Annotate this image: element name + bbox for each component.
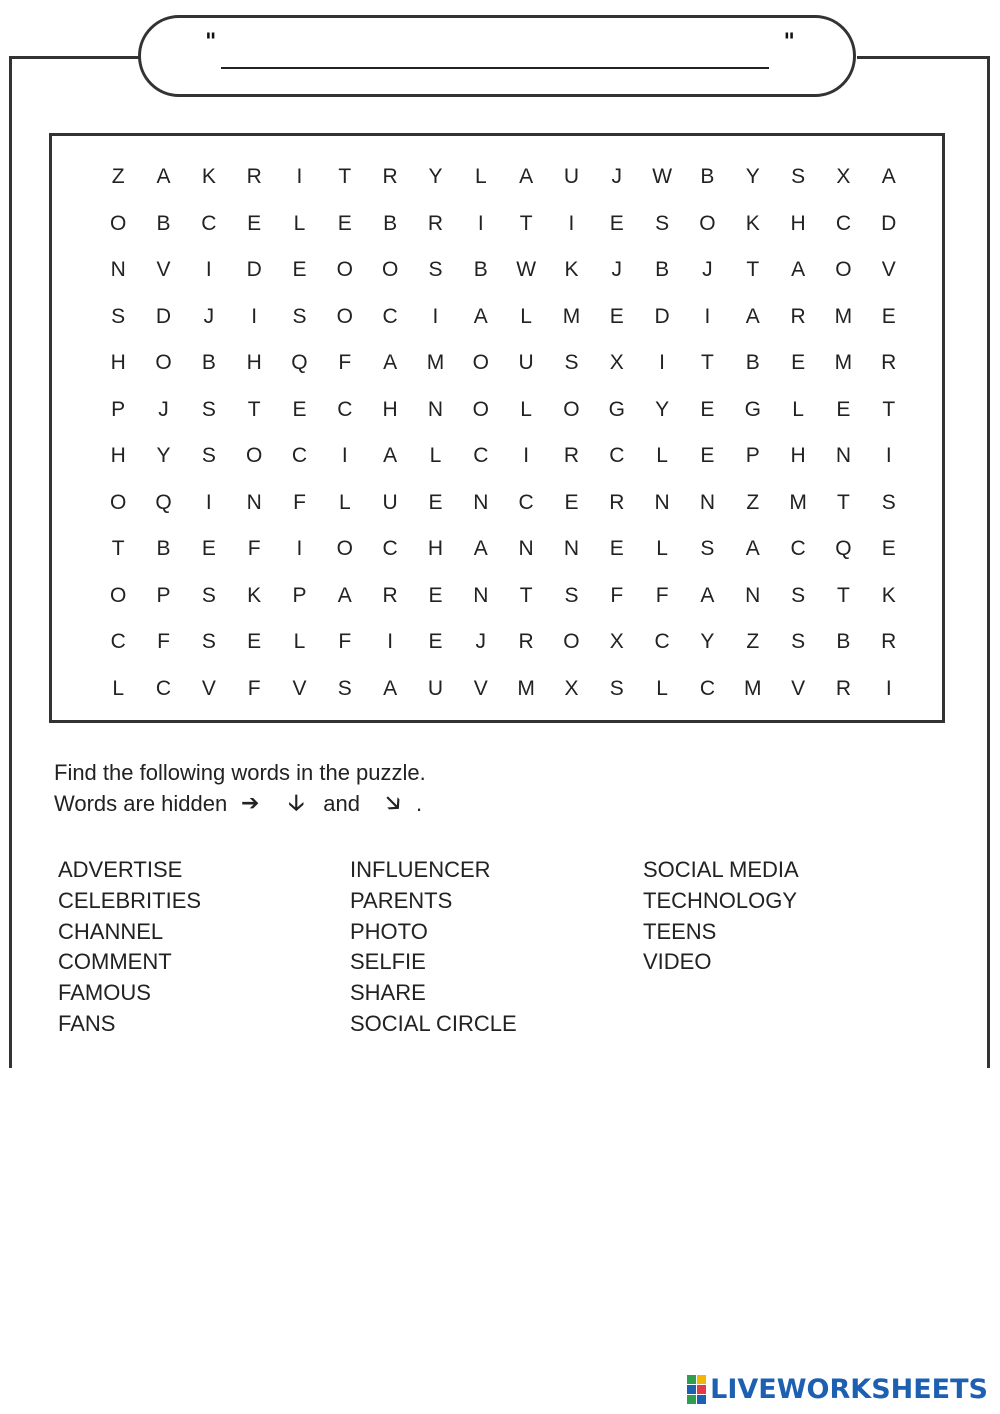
grid-letter[interactable]: O — [109, 490, 128, 514]
instructions-period: . — [415, 791, 423, 816]
grid-letter[interactable]: N — [563, 537, 581, 561]
word-list-column-3 — [643, 855, 799, 978]
grid-letter[interactable]: L — [112, 676, 125, 700]
grid-letter[interactable]: L — [293, 211, 307, 235]
grid-letter[interactable]: L — [338, 490, 352, 514]
grid-letter[interactable]: B — [655, 258, 671, 282]
word-list-item: SHARE — [350, 980, 426, 1006]
grid-letter[interactable]: O — [109, 211, 128, 235]
grid-letter[interactable]: V — [791, 676, 807, 700]
grid-letter[interactable]: J — [475, 630, 488, 654]
grid-letter[interactable]: S — [564, 583, 580, 607]
grid-letter[interactable]: C — [699, 676, 717, 700]
grid-letter[interactable]: W — [652, 165, 674, 189]
grid-letter[interactable]: R — [563, 444, 581, 468]
grid-letter[interactable]: S — [564, 351, 580, 375]
grid-letter[interactable]: K — [745, 211, 761, 235]
grid-letter[interactable]: B — [383, 211, 399, 235]
grid-letter[interactable]: S — [201, 583, 217, 607]
grid-letter[interactable]: O — [336, 304, 354, 328]
grid-letter[interactable]: X — [609, 630, 625, 654]
grid-letter[interactable]: L — [293, 630, 307, 654]
grid-letter[interactable]: O — [336, 537, 354, 561]
liveworksheets-logo-text: LIVEWORKSHEETS — [710, 1373, 988, 1405]
grid-letter[interactable]: N — [654, 490, 671, 514]
grid-letter[interactable]: N — [427, 397, 445, 421]
word-list-item: CELEBRITIES — [58, 887, 202, 913]
logo-square — [687, 1375, 696, 1384]
grid-letter[interactable]: U — [563, 165, 581, 189]
grid-letter[interactable]: J — [611, 165, 624, 189]
grid-letter[interactable]: C — [790, 537, 807, 561]
grid-letter[interactable]: Q — [835, 537, 853, 561]
grid-letter[interactable]: A — [700, 583, 716, 607]
grid-letter[interactable]: D — [881, 211, 898, 235]
grid-letter[interactable]: R — [382, 165, 399, 189]
grid-letter[interactable]: Q — [291, 351, 309, 375]
grid-letter[interactable]: E — [247, 211, 263, 235]
grid-letter[interactable]: X — [836, 165, 852, 189]
grid-letter[interactable]: S — [201, 630, 217, 654]
grid-letter[interactable]: T — [701, 351, 715, 375]
grid-letter[interactable]: P — [111, 397, 127, 421]
grid-letter[interactable]: B — [156, 537, 172, 561]
grid-letter[interactable]: O — [109, 583, 128, 607]
grid-letter[interactable]: X — [609, 351, 625, 375]
grid-letter[interactable]: E — [201, 537, 217, 561]
grid-letter[interactable]: E — [881, 304, 897, 328]
grid-letter[interactable]: S — [791, 583, 807, 607]
grid-letter[interactable]: E — [700, 397, 716, 421]
grid-letter[interactable]: S — [201, 444, 217, 468]
grid-letter[interactable]: B — [745, 351, 761, 375]
grid-letter[interactable]: L — [520, 304, 533, 328]
grid-row — [96, 526, 912, 573]
grid-letter[interactable]: A — [745, 537, 761, 561]
grid-letter[interactable]: S — [791, 630, 807, 654]
grid-letter[interactable]: S — [337, 676, 353, 700]
grid-letter[interactable]: O — [472, 351, 490, 375]
grid-letter[interactable]: E — [609, 537, 625, 561]
grid-letter[interactable]: R — [246, 165, 263, 189]
grid-row — [96, 387, 912, 434]
grid-letter[interactable]: H — [427, 537, 445, 561]
grid-row — [96, 294, 912, 341]
grid-row — [96, 340, 912, 387]
grid-letter[interactable]: V — [881, 258, 897, 282]
grid-letter[interactable]: R — [835, 676, 852, 700]
grid-letter[interactable]: K — [201, 165, 217, 189]
grid-letter[interactable]: B — [473, 258, 489, 282]
instructions-and: and — [323, 791, 360, 816]
word-list-item: PARENTS — [350, 887, 453, 913]
grid-letter[interactable]: C — [609, 444, 626, 468]
grid-letter[interactable]: I — [704, 304, 712, 328]
word-list-item: CHANNEL — [58, 918, 164, 944]
grid-letter[interactable]: L — [520, 397, 533, 421]
logo-square — [697, 1375, 706, 1384]
grid-letter[interactable]: I — [432, 304, 440, 328]
grid-letter[interactable]: D — [654, 304, 671, 328]
grid-letter[interactable]: V — [473, 676, 489, 700]
grid-letter[interactable]: A — [791, 258, 807, 282]
grid-letter[interactable]: M — [789, 490, 808, 514]
title-blank[interactable] — [205, 30, 795, 70]
grid-letter[interactable]: V — [156, 258, 172, 282]
grid-letter[interactable]: C — [201, 211, 218, 235]
grid-letter[interactable]: I — [341, 444, 349, 468]
grid-letter[interactable]: B — [156, 211, 172, 235]
grid-letter[interactable]: N — [110, 258, 127, 282]
grid-letter[interactable]: E — [881, 537, 897, 561]
grid-letter[interactable]: L — [656, 444, 669, 468]
arrow-diagonal-icon: 🡦 — [385, 791, 401, 816]
grid-letter[interactable]: R — [427, 211, 445, 235]
grid-letter[interactable]: H — [790, 444, 807, 468]
grid-letter[interactable]: J — [702, 258, 714, 282]
grid-letter[interactable]: A — [473, 537, 489, 561]
grid-letter[interactable]: H — [790, 211, 807, 235]
grid-letter[interactable]: P — [745, 444, 761, 468]
grid-letter[interactable]: S — [201, 397, 217, 421]
word-search-grid[interactable] — [96, 154, 912, 712]
grid-letter[interactable]: T — [837, 490, 851, 514]
grid-letter[interactable]: E — [609, 304, 625, 328]
grid-letter[interactable]: Y — [700, 630, 716, 654]
arrow-right-icon: ➔ — [241, 791, 260, 816]
grid-letter[interactable]: C — [382, 304, 399, 328]
liveworksheets-logo-icon — [687, 1375, 706, 1404]
grid-letter[interactable]: C — [654, 630, 671, 654]
grid-letter[interactable]: Y — [655, 397, 671, 421]
grid-letter[interactable]: M — [744, 676, 763, 700]
grid-letter[interactable]: E — [609, 211, 625, 235]
instructions-line-1: Find the following words in the puzzle. — [54, 760, 426, 785]
grid-row — [96, 247, 912, 294]
word-list-item: INFLUENCER — [350, 857, 491, 882]
grid-letter[interactable]: A — [519, 165, 535, 189]
grid-letter[interactable]: T — [338, 165, 353, 189]
grid-letter[interactable]: O — [563, 630, 581, 654]
grid-letter[interactable]: Y — [745, 165, 761, 189]
grid-letter[interactable]: A — [745, 304, 761, 328]
word-list-item: SOCIAL CIRCLE — [350, 1010, 517, 1036]
grid-letter[interactable]: E — [292, 397, 308, 421]
grid-letter[interactable]: T — [837, 583, 851, 607]
grid-letter[interactable]: A — [383, 444, 399, 468]
logo-square — [697, 1395, 706, 1404]
grid-letter[interactable]: S — [111, 304, 127, 328]
grid-letter[interactable]: Y — [156, 444, 172, 468]
grid-letter[interactable]: N — [473, 490, 490, 514]
grid-letter[interactable]: S — [655, 211, 671, 235]
grid-letter[interactable]: S — [881, 490, 897, 514]
grid-letter[interactable]: I — [296, 165, 304, 189]
grid-letter[interactable]: T — [247, 397, 262, 421]
logo-square — [687, 1395, 696, 1404]
sheet-frame-right — [987, 56, 990, 1068]
grid-letter[interactable]: C — [291, 444, 309, 468]
grid-letter[interactable]: O — [155, 351, 173, 375]
grid-letter[interactable]: F — [338, 630, 353, 654]
grid-letter[interactable]: E — [428, 490, 444, 514]
grid-letter[interactable]: R — [881, 351, 898, 375]
grid-letter[interactable]: W — [516, 258, 538, 282]
grid-letter[interactable]: E — [700, 444, 716, 468]
grid-letter[interactable]: E — [791, 351, 807, 375]
grid-letter[interactable]: S — [791, 165, 807, 189]
grid-letter[interactable]: L — [656, 537, 669, 561]
grid-letter[interactable]: R — [881, 630, 898, 654]
grid-letter[interactable]: Y — [428, 165, 444, 189]
grid-letter[interactable]: C — [382, 537, 399, 561]
grid-letter[interactable]: F — [655, 583, 670, 607]
grid-row — [96, 619, 912, 666]
grid-letter[interactable]: K — [247, 583, 263, 607]
grid-row — [96, 154, 912, 201]
grid-letter[interactable]: T — [882, 397, 897, 421]
grid-letter[interactable]: C — [337, 397, 354, 421]
grid-letter[interactable]: E — [428, 630, 444, 654]
grid-letter[interactable]: L — [792, 397, 805, 421]
grid-letter[interactable]: Z — [746, 630, 761, 654]
grid-letter[interactable]: E — [337, 211, 353, 235]
grid-letter[interactable]: T — [111, 537, 126, 561]
grid-letter[interactable]: A — [383, 676, 399, 700]
grid-letter[interactable]: X — [564, 676, 580, 700]
grid-letter[interactable]: E — [564, 490, 580, 514]
grid-letter[interactable]: V — [201, 676, 217, 700]
grid-letter[interactable]: B — [201, 351, 217, 375]
grid-letter[interactable]: C — [518, 490, 535, 514]
word-list-item: COMMENT — [58, 949, 172, 975]
instructions-line-2 — [54, 788, 426, 819]
instructions-hidden-prefix: Words are hidden — [54, 791, 228, 816]
grid-letter[interactable]: G — [744, 397, 762, 421]
grid-letter[interactable]: N — [745, 583, 762, 607]
grid-letter[interactable]: U — [518, 351, 535, 375]
grid-letter[interactable]: O — [381, 258, 400, 282]
grid-letter[interactable]: K — [564, 258, 580, 282]
word-list-item: SOCIAL MEDIA — [643, 857, 799, 882]
grid-letter[interactable]: U — [427, 676, 445, 700]
grid-letter[interactable]: M — [834, 304, 854, 328]
grid-letter[interactable]: J — [203, 304, 216, 328]
grid-letter[interactable]: A — [881, 165, 897, 189]
grid-letter[interactable]: M — [562, 304, 582, 328]
grid-row — [96, 201, 912, 248]
grid-letter[interactable]: J — [611, 258, 624, 282]
grid-letter[interactable]: C — [110, 630, 127, 654]
grid-letter[interactable]: U — [382, 490, 399, 514]
grid-letter[interactable]: I — [205, 258, 213, 282]
word-list-column-1 — [58, 855, 201, 1040]
grid-letter[interactable]: E — [247, 630, 263, 654]
grid-letter[interactable]: E — [836, 397, 852, 421]
grid-letter[interactable]: F — [247, 676, 262, 700]
grid-letter[interactable]: I — [523, 444, 531, 468]
grid-letter[interactable]: R — [790, 304, 807, 328]
grid-letter[interactable]: L — [429, 444, 443, 468]
grid-letter[interactable]: P — [156, 583, 172, 607]
grid-letter[interactable]: H — [246, 351, 263, 375]
grid-letter[interactable]: S — [292, 304, 308, 328]
grid-letter[interactable]: O — [835, 258, 853, 282]
grid-letter[interactable]: H — [110, 444, 127, 468]
grid-letter[interactable]: O — [472, 397, 490, 421]
grid-letter[interactable]: Q — [155, 490, 173, 514]
grid-row — [96, 480, 912, 527]
grid-letter[interactable]: N — [518, 537, 535, 561]
grid-letter[interactable]: S — [700, 537, 716, 561]
grid-letter[interactable]: J — [158, 397, 170, 421]
grid-letter[interactable]: N — [699, 490, 717, 514]
word-list-column-2 — [350, 855, 517, 1040]
grid-letter[interactable]: I — [568, 211, 576, 235]
grid-letter[interactable]: T — [746, 258, 761, 282]
grid-letter[interactable]: B — [700, 165, 716, 189]
grid-letter[interactable]: I — [885, 676, 893, 700]
sheet-frame-top-right — [857, 56, 990, 59]
grid-letter[interactable]: C — [473, 444, 490, 468]
grid-letter[interactable]: F — [157, 630, 171, 654]
grid-letter[interactable]: A — [383, 351, 399, 375]
grid-letter[interactable]: D — [155, 304, 173, 328]
grid-letter[interactable]: F — [293, 490, 307, 514]
arrow-down-icon: 🡣 — [288, 791, 305, 816]
word-list-item: PHOTO — [350, 918, 428, 944]
word-list-item: FANS — [58, 1010, 116, 1036]
grid-letter[interactable]: A — [337, 583, 353, 607]
grid-letter[interactable]: R — [518, 630, 535, 654]
grid-letter[interactable]: I — [251, 304, 259, 328]
grid-letter[interactable]: A — [473, 304, 489, 328]
grid-letter[interactable]: L — [656, 676, 669, 700]
grid-letter[interactable]: T — [519, 583, 534, 607]
liveworksheets-logo — [687, 1372, 988, 1406]
grid-letter[interactable]: A — [156, 165, 172, 189]
grid-letter[interactable]: N — [835, 444, 852, 468]
word-list-item: ADVERTISE — [58, 857, 183, 882]
grid-letter[interactable]: I — [659, 351, 667, 375]
word-list-item: SELFIE — [350, 949, 426, 975]
grid-letter[interactable]: M — [517, 676, 536, 700]
grid-letter[interactable]: E — [428, 583, 444, 607]
grid-row — [96, 433, 912, 480]
title-blank-line[interactable] — [221, 67, 769, 69]
grid-letter[interactable]: L — [474, 165, 488, 189]
grid-letter[interactable]: D — [246, 258, 263, 282]
grid-letter[interactable]: O — [563, 397, 581, 421]
grid-letter[interactable]: E — [292, 258, 308, 282]
word-list-item: TEENS — [643, 918, 717, 944]
word-list-item: FAMOUS — [58, 980, 151, 1006]
grid-letter[interactable]: R — [609, 490, 626, 514]
grid-letter[interactable]: K — [881, 583, 897, 607]
grid-letter[interactable]: Z — [746, 490, 761, 514]
title-quote-close: " — [783, 30, 795, 55]
grid-letter[interactable]: B — [836, 630, 852, 654]
grid-letter[interactable]: I — [387, 630, 395, 654]
grid-letter[interactable]: S — [609, 676, 625, 700]
grid-letter[interactable]: F — [247, 537, 262, 561]
grid-letter[interactable]: F — [338, 351, 353, 375]
word-list-item: TECHNOLOGY — [643, 887, 798, 913]
grid-letter[interactable]: I — [205, 490, 213, 514]
title-quote-open: " — [205, 30, 217, 55]
grid-letter[interactable]: H — [110, 351, 127, 375]
grid-letter[interactable]: H — [382, 397, 399, 421]
instructions — [54, 757, 426, 819]
grid-letter[interactable]: T — [519, 211, 534, 235]
grid-letter[interactable]: M — [834, 351, 854, 375]
grid-letter[interactable]: F — [610, 583, 625, 607]
grid-letter[interactable]: M — [426, 351, 446, 375]
grid-letter[interactable]: N — [246, 490, 263, 514]
grid-letter[interactable]: I — [477, 211, 485, 235]
grid-letter[interactable]: O — [699, 211, 717, 235]
grid-letter[interactable]: G — [608, 397, 626, 421]
word-list-item: VIDEO — [643, 949, 712, 975]
grid-letter[interactable]: C — [155, 676, 173, 700]
grid-letter[interactable]: I — [296, 537, 304, 561]
grid-letter[interactable]: Z — [111, 165, 126, 189]
grid-letter[interactable]: S — [428, 258, 444, 282]
grid-letter[interactable]: O — [245, 444, 264, 468]
grid-letter[interactable]: N — [473, 583, 490, 607]
sheet-frame-left — [9, 56, 12, 1068]
grid-letter[interactable]: P — [292, 583, 308, 607]
sheet-frame-top-left — [9, 56, 141, 59]
grid-letter[interactable]: I — [885, 444, 893, 468]
grid-letter[interactable]: V — [292, 676, 308, 700]
grid-letter[interactable]: O — [336, 258, 354, 282]
grid-row — [96, 573, 912, 620]
grid-row — [96, 666, 912, 713]
grid-letter[interactable]: C — [835, 211, 852, 235]
logo-square — [687, 1385, 696, 1394]
grid-letter[interactable]: R — [382, 583, 399, 607]
logo-square — [697, 1385, 706, 1394]
word-search-grid-box — [49, 133, 945, 723]
